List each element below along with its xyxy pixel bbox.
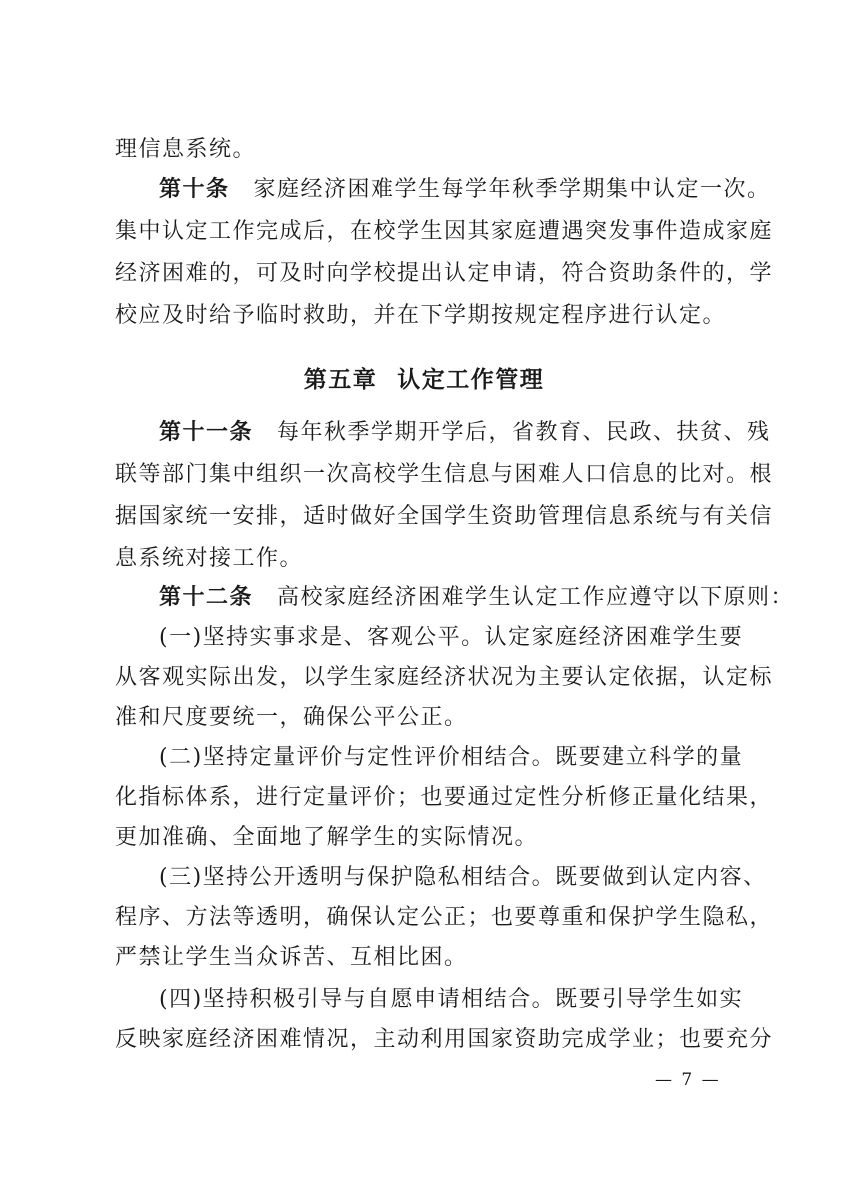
principle-2-line: (二)坚持定量评价与定性评价相结合。既要建立科学的量 (159, 745, 744, 770)
chapter-title: 认定工作管理 (397, 367, 545, 393)
article-11-title: 第十一条 (159, 420, 254, 445)
article-10-title: 第十条 (159, 177, 230, 202)
article-11-line (159, 418, 771, 448)
text-line: 从客观实际出发，以学生家庭经济状况为主要认定依据，认定标 (115, 665, 774, 690)
chapter-heading (0, 361, 848, 394)
text-line: 更加准确、全面地了解学生的实际情况。 (115, 825, 539, 850)
text-line: 化指标体系，进行定量评价；也要通过定性分析修正量化结果， (115, 785, 774, 810)
text-line: 经济困难的，可及时向学校提出认定申请，符合资助条件的，学 (115, 261, 774, 286)
principle-3-line: (三)坚持公开透明与保护隐私相结合。既要做到认定内容、 (159, 865, 767, 890)
article-12-line (159, 583, 794, 613)
article-10-line (159, 175, 771, 205)
text-line: 准和尺度要统一，确保公平公正。 (115, 705, 468, 730)
text-line: 程序、方法等透明，确保认定公正；也要尊重和保护学生隐私， (115, 905, 774, 930)
text-line: 严禁让学生当众诉苦、互相比困。 (115, 945, 468, 970)
chapter-number: 第五章 (303, 367, 378, 393)
page-number: — 7 — (655, 1070, 721, 1090)
text-line: 集中认定工作完成后，在校学生因其家庭遭遇突发事件造成家庭 (115, 219, 774, 244)
text-line: 校应及时给予临时救助，并在下学期按规定程序进行认定。 (115, 303, 727, 328)
text-line: 理信息系统。 (115, 137, 257, 162)
text-line: 据国家统一安排，适时做好全国学生资助管理信息系统与有关信 (115, 504, 774, 529)
text-line: 息系统对接工作。 (115, 546, 304, 571)
principle-4-line: (四)坚持积极引导与自愿申请相结合。既要引导学生如实 (159, 987, 744, 1012)
article-10-text: 家庭经济困难学生每学年秋季学期集中认定一次。 (253, 177, 771, 202)
article-12-text: 高校家庭经济困难学生认定工作应遵守以下原则： (277, 585, 795, 610)
text-line: 联等部门集中组织一次高校学生信息与困难人口信息的比对。根 (115, 462, 774, 487)
principle-1-line: (一)坚持实事求是、客观公平。认定家庭经济困难学生要 (159, 625, 744, 650)
article-11-text: 每年秋季学期开学后，省教育、民政、扶贫、残 (277, 420, 771, 445)
text-line: 反映家庭经济困难情况，主动利用国家资助完成学业；也要充分 (115, 1027, 774, 1052)
article-12-title: 第十二条 (159, 585, 254, 610)
